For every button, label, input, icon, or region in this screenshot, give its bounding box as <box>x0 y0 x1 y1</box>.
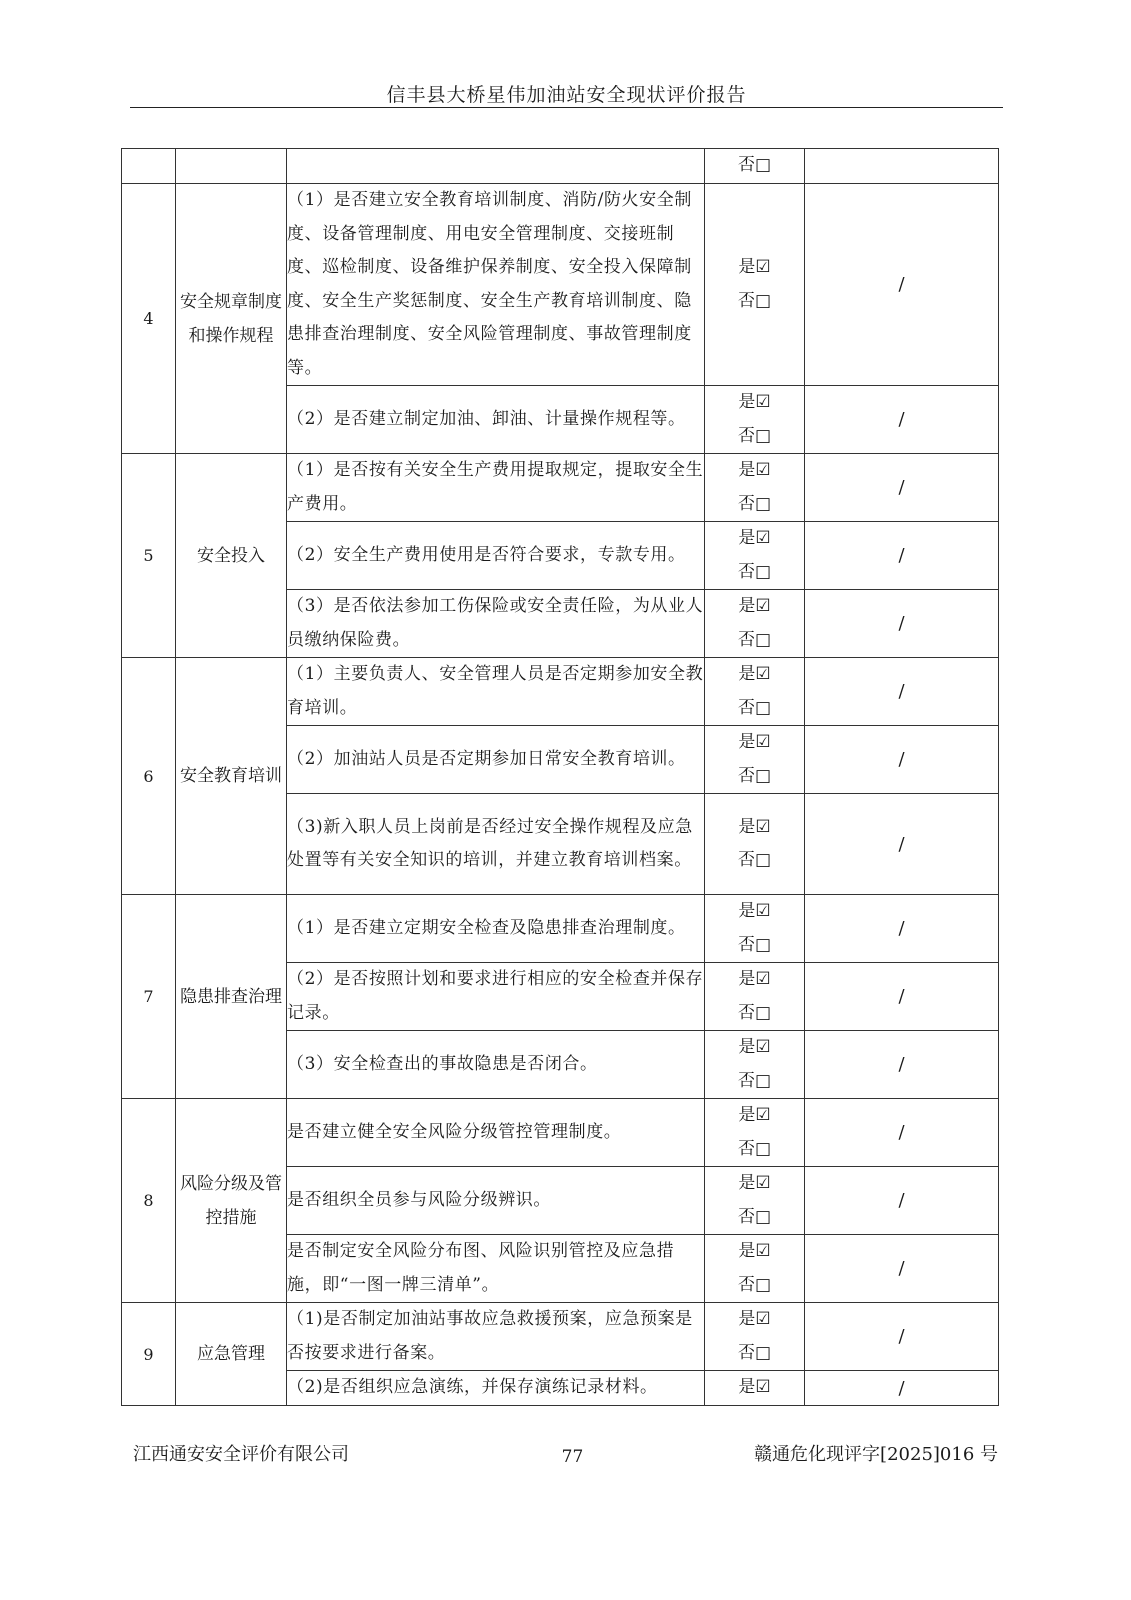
no-checkbox-label: 否□ <box>737 493 772 514</box>
table-row <box>122 895 999 963</box>
check-result <box>705 522 805 590</box>
section-category: 隐患排查治理 <box>176 895 287 1099</box>
check-result <box>705 1303 805 1371</box>
section-category: 安全教育培训 <box>176 658 287 895</box>
table-row <box>122 658 999 726</box>
no-checkbox-label: 否□ <box>737 1206 772 1227</box>
remark-cell: / <box>805 522 999 590</box>
check-result <box>705 1031 805 1099</box>
table-row <box>122 1099 999 1167</box>
no-checkbox-label: 否□ <box>737 934 772 955</box>
table-row-continued <box>122 149 999 184</box>
check-result <box>705 454 805 522</box>
table-row <box>122 1303 999 1371</box>
remark-cell: / <box>805 963 999 1031</box>
category-cell <box>176 149 287 184</box>
section-category: 应急管理 <box>176 1303 287 1406</box>
item-cell <box>287 149 705 184</box>
check-item-text: （2）是否按照计划和要求进行相应的安全检查并保存记录。 <box>287 963 705 1031</box>
check-item-text: （1）是否按有关安全生产费用提取规定，提取安全生产费用。 <box>287 454 705 522</box>
check-item-text: （1)是否制定加油站事故应急救援预案，应急预案是否按要求进行备案。 <box>287 1303 705 1371</box>
footer-document-number: 赣通危化现评字[2025]016 号 <box>754 1444 998 1465</box>
check-result <box>705 1099 805 1167</box>
no-checkbox-label: 否□ <box>737 290 772 311</box>
check-item-text: （2)是否组织应急演练，并保存演练记录材料。 <box>287 1371 705 1406</box>
section-category: 风险分级及管控措施 <box>176 1099 287 1303</box>
no-checkbox-label: 否□ <box>737 765 772 786</box>
no-checkbox-label: 否□ <box>737 697 772 718</box>
no-checkbox-label: 否□ <box>737 425 772 446</box>
remark-cell: / <box>805 454 999 522</box>
remark-cell: / <box>805 184 999 386</box>
remark-cell: / <box>805 1235 999 1303</box>
remark-cell: / <box>805 590 999 658</box>
section-category: 安全投入 <box>176 454 287 658</box>
evaluation-checklist-table <box>121 148 999 1406</box>
section-category: 安全规章制度和操作规程 <box>176 184 287 454</box>
check-item-text: 是否建立健全安全风险分级管控管理制度。 <box>287 1099 705 1167</box>
page-header-title: 信丰县大桥星伟加油站安全现状评价报告 <box>386 84 747 106</box>
check-result <box>705 658 805 726</box>
check-item-text: （1）是否建立安全教育培训制度、消防/防火安全制度、设备管理制度、用电安全管理制度、交接班制度、巡检制度、设备维护保养制度、安全投入保障制度、安全生产奖惩制度、安全生产教育培训制度、隐患排查治理制度、安全风险管理制度、事故管理制度等。 <box>287 184 705 386</box>
remark-cell: / <box>805 658 999 726</box>
check-result <box>705 386 805 454</box>
check-result <box>705 184 805 386</box>
yes-checked-label: 是☑ <box>738 664 771 684</box>
check-item-text: （3)新入职人员上岗前是否经过安全操作规程及应急处置等有关安全知识的培训，并建立教育培训档案。 <box>287 794 705 895</box>
remark-cell: / <box>805 1303 999 1371</box>
footer-company: 江西通安安全评价有限公司 <box>133 1444 349 1465</box>
check-item-text: （2）加油站人员是否定期参加日常安全教育培训。 <box>287 726 705 794</box>
footer-page-number: 77 <box>561 1447 584 1467</box>
check-item-text: （3）是否依法参加工伤保险或安全责任险，为从业人员缴纳保险费。 <box>287 590 705 658</box>
section-number: 6 <box>122 658 176 895</box>
remark-cell: / <box>805 1099 999 1167</box>
yes-checked-label: 是☑ <box>738 528 771 548</box>
check-cell <box>705 149 805 184</box>
check-item-text: （1）主要负责人、安全管理人员是否定期参加安全教育培训。 <box>287 658 705 726</box>
yes-checked-label: 是☑ <box>738 460 771 480</box>
no-checkbox-label: 否□ <box>737 850 772 870</box>
no-checkbox-label: 否□ <box>737 1342 772 1363</box>
check-result <box>705 963 805 1031</box>
check-result <box>705 1235 805 1303</box>
yes-checked-label: 是☑ <box>738 969 771 989</box>
check-item-text: 是否组织全员参与风险分级辨识。 <box>287 1167 705 1235</box>
yes-checked-label: 是☑ <box>738 1377 771 1398</box>
section-number: 5 <box>122 454 176 658</box>
yes-checked-label: 是☑ <box>738 596 771 616</box>
remark-cell: / <box>805 794 999 895</box>
yes-checked-label: 是☑ <box>738 1173 771 1193</box>
no-checkbox-label: 否□ <box>737 1274 772 1295</box>
note-cell <box>805 149 999 184</box>
section-number: 9 <box>122 1303 176 1406</box>
yes-checked-label: 是☑ <box>738 1241 771 1261</box>
yes-checked-label: 是☑ <box>738 1105 771 1125</box>
no-checkbox-label: 否□ <box>737 1138 772 1159</box>
check-result <box>705 895 805 963</box>
no-checkbox-label: 否□ <box>737 561 772 582</box>
remark-cell: / <box>805 1371 999 1406</box>
yes-checked-label: 是☑ <box>738 257 771 277</box>
check-result <box>705 794 805 895</box>
check-result <box>705 1371 805 1406</box>
table-row <box>122 454 999 522</box>
section-number: 8 <box>122 1099 176 1303</box>
yes-checked-label: 是☑ <box>738 1309 771 1329</box>
remark-cell: / <box>805 1167 999 1235</box>
check-result <box>705 1167 805 1235</box>
remark-cell: / <box>805 386 999 454</box>
remark-cell: / <box>805 895 999 963</box>
section-number: 7 <box>122 895 176 1099</box>
header-rule <box>130 107 1003 108</box>
check-result <box>705 590 805 658</box>
yes-checked-label: 是☑ <box>738 901 771 921</box>
remark-cell: / <box>805 1031 999 1099</box>
no-checkbox-label: 否□ <box>737 1002 772 1023</box>
yes-checked-label: 是☑ <box>738 816 771 837</box>
yes-checked-label: 是☑ <box>738 1037 771 1057</box>
section-number: 4 <box>122 184 176 454</box>
no-checkbox-label: 否□ <box>737 155 772 176</box>
check-result <box>705 726 805 794</box>
check-item-text: 是否制定安全风险分布图、风险识别管控及应急措施，即“一图一牌三清单”。 <box>287 1235 705 1303</box>
yes-checked-label: 是☑ <box>738 392 771 412</box>
no-checkbox-label: 否□ <box>737 629 772 650</box>
check-item-text: （2）是否建立制定加油、卸油、计量操作规程等。 <box>287 386 705 454</box>
check-item-text: （1）是否建立定期安全检查及隐患排查治理制度。 <box>287 895 705 963</box>
yes-checked-label: 是☑ <box>738 732 771 752</box>
check-item-text: （2）安全生产费用使用是否符合要求，专款专用。 <box>287 522 705 590</box>
table-row <box>122 184 999 386</box>
no-checkbox-label: 否□ <box>737 1070 772 1091</box>
check-item-text: （3）安全检查出的事故隐患是否闭合。 <box>287 1031 705 1099</box>
remark-cell: / <box>805 726 999 794</box>
no-cell <box>122 149 176 184</box>
